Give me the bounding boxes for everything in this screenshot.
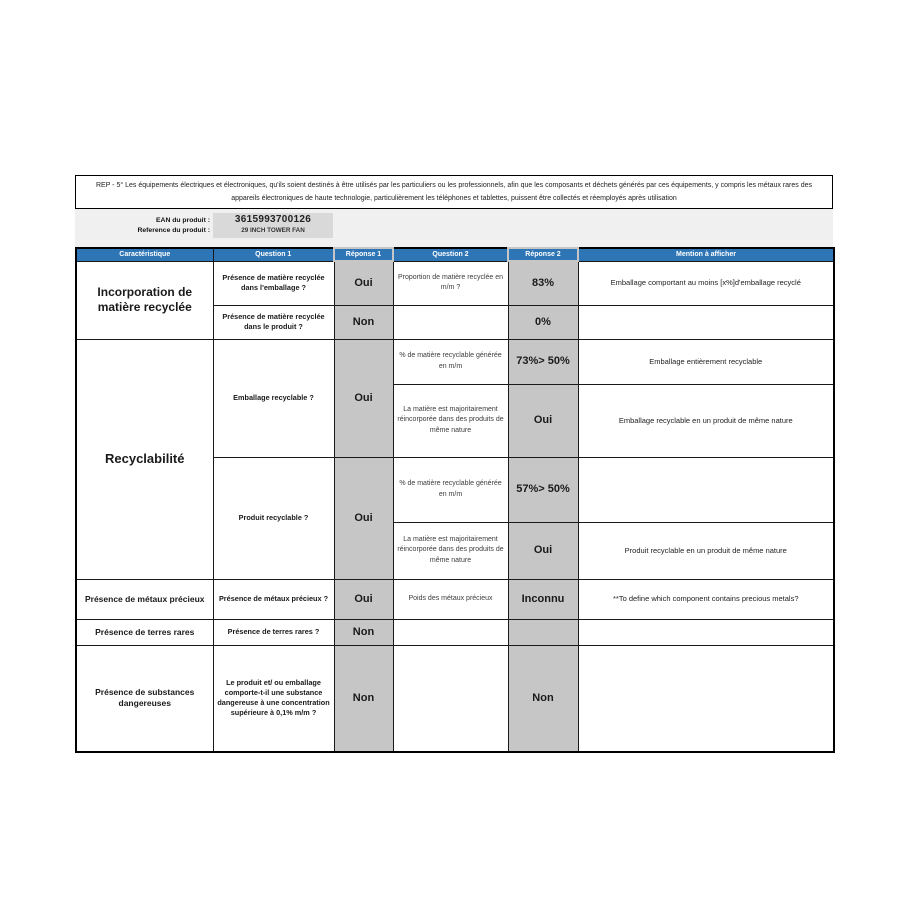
cell-caracteristique-substances: Présence de substances dangereuses [76,645,213,752]
table-row [76,619,834,645]
cell-reponse1: Non [334,645,393,752]
reference-label: Reference du produit : [137,227,210,234]
cell-reponse1: Oui [334,261,393,305]
cell-reponse1: Non [334,619,393,645]
ean-label: EAN du produit : [156,217,210,224]
table-row [76,261,834,305]
cell-question2: % de matière recyclable générée en m/m [393,339,508,384]
col-header-reponse1: Réponse 1 [334,248,393,261]
cell-question1: Présence de matière recyclée dans le produit ? [213,305,334,339]
product-info-labels [75,216,210,236]
reference-value: 29 INCH TOWER FAN [241,227,305,234]
cell-reponse1: Oui [334,579,393,619]
cell-question2 [393,619,508,645]
cell-caracteristique-incorporation: Incorporation de matière recyclée [76,261,213,339]
cell-reponse2: Oui [508,384,578,457]
table-row [76,645,834,752]
cell-mention [578,305,834,339]
cell-reponse2: 73%> 50% [508,339,578,384]
cell-mention [578,645,834,752]
cell-question2: % de matière recyclable générée en m/m [393,457,508,522]
cell-question2: Proportion de matière recyclée en m/m ? [393,261,508,305]
cell-reponse1: Oui [334,339,393,457]
cell-reponse2: 83% [508,261,578,305]
cell-caracteristique-terres: Présence de terres rares [76,619,213,645]
cell-question2 [393,305,508,339]
rep-table [75,247,835,753]
table-row [76,339,834,384]
cell-question1: Présence de matière recyclée dans l'emballage ? [213,261,334,305]
cell-question2: La matière est majoritairement réincorporée dans des produits de même nature [393,522,508,579]
product-values-box [213,213,333,238]
cell-mention [578,619,834,645]
cell-question1: Produit recyclable ? [213,457,334,579]
cell-question2 [393,645,508,752]
regulation-note: REP - 5° Les équipements électriques et électroniques, qu'ils soient destinés à être utilisés par les particuliers ou les professionnels, afin que les composants et déchets générés par ces équipements, y compris les métaux rares des appareils électroniques de haute technologie, particulièrement les téléphones et tablettes, puissent être collectés et réemployés après utilisation [75,175,833,209]
cell-reponse1: Oui [334,457,393,579]
cell-reponse2: Inconnu [508,579,578,619]
cell-mention: Emballage recyclable en un produit de même nature [578,384,834,457]
col-header-question2: Question 2 [393,248,508,261]
rep-compliance-sheet [75,175,833,753]
cell-mention: Emballage comportant au moins [x%]d'emballage recyclé [578,261,834,305]
col-header-mention: Mention à afficher [578,248,834,261]
cell-reponse2 [508,619,578,645]
cell-caracteristique-recyclabilite: Recyclabilité [76,339,213,579]
cell-caracteristique-metaux: Présence de métaux précieux [76,579,213,619]
cell-reponse2: Oui [508,522,578,579]
cell-question2: Poids des métaux précieux [393,579,508,619]
cell-reponse2: 57%> 50% [508,457,578,522]
col-header-caracteristique: Caractéristique [76,248,213,261]
cell-reponse1: Non [334,305,393,339]
cell-reponse2: 0% [508,305,578,339]
cell-mention: Emballage entièrement recyclable [578,339,834,384]
cell-question1: Présence de métaux précieux ? [213,579,334,619]
cell-question1: Présence de terres rares ? [213,619,334,645]
col-header-reponse2: Réponse 2 [508,248,578,261]
cell-question1: Emballage recyclable ? [213,339,334,457]
col-header-question1: Question 1 [213,248,334,261]
cell-mention: Produit recyclable en un produit de même nature [578,522,834,579]
cell-question2: La matière est majoritairement réincorporée dans des produits de même nature [393,384,508,457]
table-row [76,579,834,619]
cell-mention [578,457,834,522]
product-info-band [75,209,833,247]
cell-reponse2: Non [508,645,578,752]
table-header-row [76,248,834,261]
cell-question1: Le produit et/ ou emballage comporte-t-il une substance dangereuse à une concentration supérieure à 0,1% m/m ? [213,645,334,752]
cell-mention: **To define which component contains precious metals? [578,579,834,619]
ean-value: 3615993700126 [234,214,312,225]
